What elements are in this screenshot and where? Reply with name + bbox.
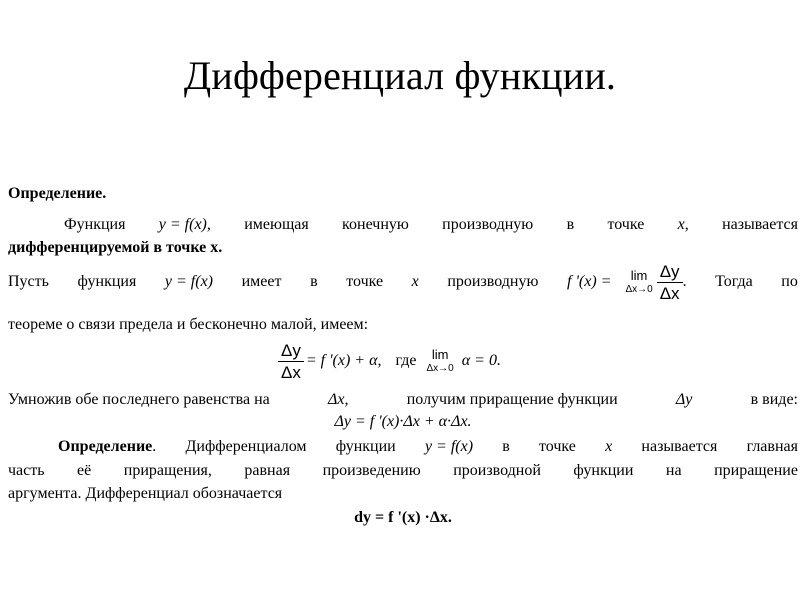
- word: Дифференциалом: [185, 438, 307, 455]
- fraction-bar: [657, 282, 683, 283]
- variable: x,: [677, 216, 689, 233]
- formula-1: [278, 336, 501, 386]
- variable: Δy: [675, 391, 693, 408]
- derivative-limit-expression: [567, 263, 687, 302]
- derivative-label: f '(x) =: [567, 273, 612, 290]
- definition-2-line-1: [58, 437, 798, 457]
- word: где: [395, 352, 417, 369]
- word: имеет: [241, 273, 282, 290]
- limit-operator: [625, 269, 652, 295]
- word: приращения,: [123, 462, 212, 479]
- formula-2: Δy = f '(x)·Δx + α·Δx.: [334, 413, 472, 430]
- limit-subscript: Δx→0: [625, 284, 653, 295]
- limit-operator: [427, 348, 454, 374]
- limit-word: lim: [431, 347, 449, 362]
- word: её: [77, 462, 92, 479]
- definition-2-heading-group: Определение.: [58, 438, 157, 455]
- fraction-denominator: Δx: [281, 362, 301, 382]
- word: называется: [641, 438, 718, 455]
- fraction-numerator: Δy: [281, 340, 301, 360]
- word: точке: [607, 216, 645, 233]
- word: в: [566, 216, 575, 233]
- variable: x: [411, 273, 419, 290]
- word: на: [665, 462, 682, 479]
- variable: x: [605, 438, 613, 455]
- word: называется: [722, 216, 798, 233]
- definition-2-line-3: аргумента. Дифференциал обозначается: [8, 485, 283, 502]
- fraction-dy-dx: [278, 342, 304, 381]
- word: функции: [335, 438, 396, 455]
- slide-title: Дифференциал функции.: [183, 53, 617, 98]
- fraction-dy-dx: [657, 263, 683, 302]
- definition-2-line-2: [8, 461, 798, 481]
- limit-word: lim: [630, 268, 648, 283]
- paragraph-2-line-1: [8, 262, 798, 302]
- paragraph-3: [8, 390, 798, 410]
- fraction-numerator: Δy: [659, 261, 680, 281]
- function-formula: y = f(x): [164, 273, 214, 290]
- text: в виде:: [750, 391, 798, 408]
- word: в: [310, 273, 318, 290]
- formula-tail: α = 0.: [461, 352, 501, 369]
- paragraph-1-line-1: [64, 215, 798, 235]
- word: по: [781, 273, 798, 290]
- formula-3: dy = f '(x) ·Δx.: [354, 509, 452, 526]
- function-formula: y = f(x): [424, 438, 474, 455]
- function-formula: y = f(x),: [158, 216, 211, 233]
- paragraph-1-bold-tail: дифференцируемой в точке x.: [8, 239, 223, 256]
- text: получим приращение функции: [406, 391, 618, 408]
- fraction-bar: [278, 361, 304, 362]
- word: приращение: [714, 462, 798, 479]
- fraction-denominator: Δx: [659, 283, 680, 303]
- word: производную: [442, 216, 534, 233]
- word: имеющая: [244, 216, 309, 233]
- paragraph-2-line-2: теореме о связи предела и бесконечно малой, имеем:: [8, 316, 369, 333]
- formula-rhs: = f '(x) + α,: [305, 352, 382, 369]
- word: в: [502, 438, 510, 455]
- text: Умножив обе последнего равенства на: [8, 391, 270, 408]
- word: производной: [453, 462, 541, 479]
- word: точке: [539, 438, 576, 455]
- word: часть: [8, 462, 45, 479]
- word: точке: [346, 273, 384, 290]
- word: произведению: [322, 462, 421, 479]
- word: конечную: [342, 216, 409, 233]
- limit-subscript: Δx→0: [426, 363, 454, 374]
- word: производную: [447, 273, 539, 290]
- word: равная: [244, 462, 291, 479]
- definition-2-heading: Определение: [58, 438, 153, 455]
- word: функции: [573, 462, 634, 479]
- word: Пусть: [8, 273, 49, 290]
- word: главная: [746, 438, 798, 455]
- word: Тогда: [715, 273, 753, 290]
- period: .: [682, 273, 687, 290]
- definition-heading: Определение.: [8, 185, 107, 202]
- word: Функция: [64, 216, 126, 233]
- word: функция: [77, 273, 137, 290]
- variable: Δx,: [327, 391, 349, 408]
